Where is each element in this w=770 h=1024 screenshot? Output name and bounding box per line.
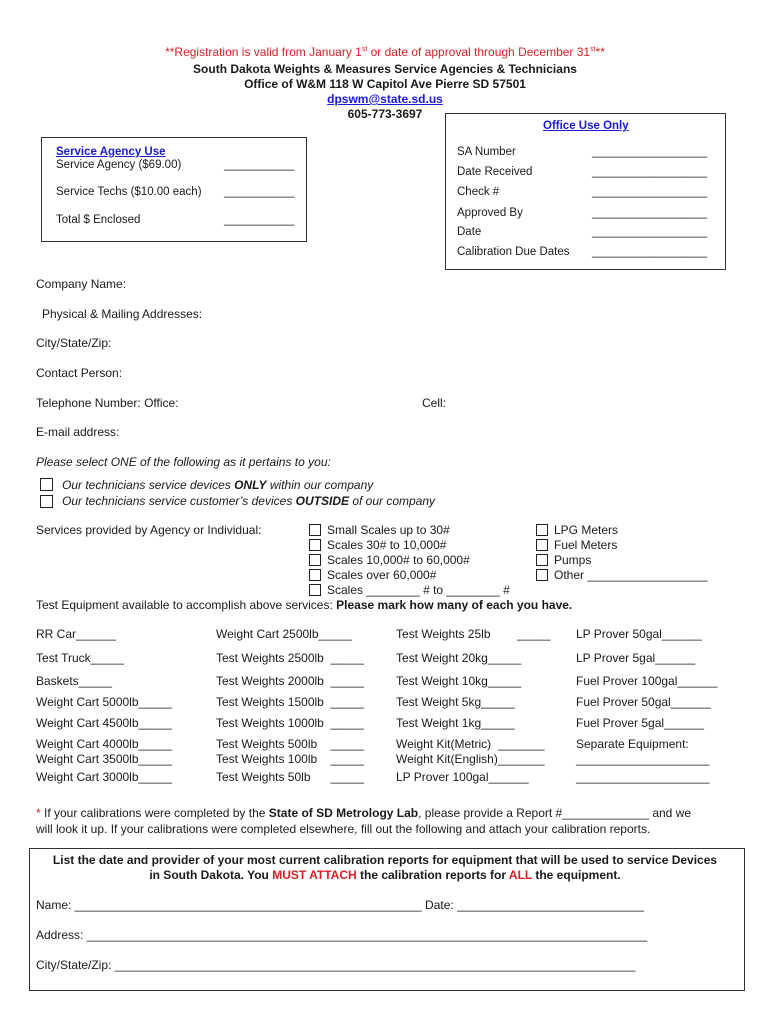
equipment-item[interactable]: Test Weights 1500lb _____ bbox=[216, 695, 364, 709]
scales-30-10000-label: Scales 30# to 10,000# bbox=[327, 538, 447, 552]
equipment-item[interactable]: Weight Cart 4500lb_____ bbox=[36, 716, 172, 730]
equipment-item[interactable]: Weight Cart 2500lb_____ bbox=[216, 627, 352, 641]
calibration-due-blank[interactable]: __________________ bbox=[592, 246, 708, 258]
select-prompt: Please select ONE of the following as it pertains to you: bbox=[36, 455, 331, 469]
equipment-item[interactable]: LP Prover 5gal______ bbox=[576, 651, 696, 665]
provider-address-field[interactable]: Address: ____________________________________________________________________________________ bbox=[36, 928, 648, 942]
outside-company-checkbox[interactable] bbox=[40, 495, 53, 508]
total-enclosed-label: Total $ Enclosed bbox=[56, 214, 141, 226]
check-number-label: Check # bbox=[457, 186, 500, 198]
date-received-blank[interactable]: __________________ bbox=[592, 166, 708, 178]
equipment-item[interactable]: Test Weight 20kg_____ bbox=[396, 651, 522, 665]
service-agency-fee-label: Service Agency ($69.00) bbox=[56, 159, 182, 171]
small-scales-checkbox[interactable] bbox=[309, 524, 321, 536]
required-asterisk: * bbox=[36, 806, 41, 820]
approved-by-blank[interactable]: __________________ bbox=[592, 207, 708, 219]
small-scales-label: Small Scales up to 30# bbox=[327, 523, 450, 537]
equipment-item[interactable]: Baskets_____ bbox=[36, 674, 113, 688]
equipment-item[interactable]: Fuel Prover 100gal______ bbox=[576, 674, 718, 688]
test-equipment-intro: Test Equipment available to accomplish above services: Please mark how many of each you have. bbox=[36, 598, 573, 612]
provider-name-date-field[interactable]: Name: ____________________________________________________ Date: ____________________________ bbox=[36, 898, 644, 912]
scales-over-60000-label: Scales over 60,000# bbox=[327, 568, 437, 582]
calibration-due-label: Calibration Due Dates bbox=[457, 246, 570, 258]
equipment-item[interactable]: Weight Kit(Metric) _______ bbox=[396, 737, 545, 751]
within-company-label: Our technicians service devices ONLY within our company bbox=[62, 478, 374, 492]
email-address-label[interactable]: E-mail address: bbox=[36, 425, 120, 439]
other-checkbox[interactable] bbox=[536, 569, 548, 581]
scales-10000-60000-checkbox[interactable] bbox=[309, 554, 321, 566]
office-use-heading: Office Use Only bbox=[543, 120, 629, 132]
equipment-item[interactable]: Fuel Prover 50gal______ bbox=[576, 695, 711, 709]
scales-custom-checkbox[interactable] bbox=[309, 584, 321, 596]
equipment-item[interactable]: Test Weights 100lb _____ bbox=[216, 752, 364, 766]
equipment-item[interactable]: LP Prover 100gal______ bbox=[396, 770, 529, 784]
other-label: Other __________________ bbox=[554, 568, 708, 582]
equipment-item[interactable]: Fuel Prover 5gal______ bbox=[576, 716, 705, 730]
within-company-checkbox[interactable] bbox=[40, 478, 53, 491]
date-received-label: Date Received bbox=[457, 166, 533, 178]
equipment-item[interactable]: Test Weight 5kg_____ bbox=[396, 695, 515, 709]
pumps-label: Pumps bbox=[554, 553, 592, 567]
service-techs-blank[interactable]: ___________ bbox=[224, 186, 295, 198]
equipment-item[interactable]: Test Weights 25lb _____ bbox=[396, 627, 551, 641]
equipment-item[interactable]: Test Weight 1kg_____ bbox=[396, 716, 515, 730]
equipment-item[interactable]: Separate Equipment: bbox=[576, 737, 689, 751]
equipment-item[interactable]: Test Weights 1000lb _____ bbox=[216, 716, 364, 730]
office-date-label: Date bbox=[457, 226, 482, 238]
lpg-meters-label: LPG Meters bbox=[554, 523, 619, 537]
lpg-meters-checkbox[interactable] bbox=[536, 524, 548, 536]
equipment-item[interactable]: Test Weights 2500lb _____ bbox=[216, 651, 364, 665]
equipment-item[interactable]: ____________________ bbox=[576, 752, 710, 766]
company-name-label[interactable]: Company Name: bbox=[36, 277, 127, 291]
office-date-blank[interactable]: __________________ bbox=[592, 226, 708, 238]
calibration-reports-instruction-1: List the date and provider of your most current calibration reports for equipment that will be used to service Devices bbox=[52, 853, 718, 867]
equipment-item[interactable]: LP Prover 50gal______ bbox=[576, 627, 702, 641]
equipment-item[interactable]: Test Truck_____ bbox=[36, 651, 125, 665]
outside-company-label: Our technicians service customer’s devices OUTSIDE of our company bbox=[62, 494, 436, 508]
equipment-item[interactable]: Test Weights 2000lb _____ bbox=[216, 674, 364, 688]
calibration-note-line2: will look it up. If your calibrations were completed elsewhere, fill out the following and attach your calibration reports. bbox=[36, 822, 651, 836]
fuel-meters-label: Fuel Meters bbox=[554, 538, 618, 552]
equipment-item[interactable]: Weight Cart 4000lb_____ bbox=[36, 737, 172, 751]
contact-person-label[interactable]: Contact Person: bbox=[36, 366, 123, 380]
cell-phone-label[interactable]: Cell: bbox=[422, 396, 447, 410]
equipment-item[interactable]: ____________________ bbox=[576, 770, 710, 784]
city-state-zip-label[interactable]: City/State/Zip: bbox=[36, 336, 112, 350]
equipment-item[interactable]: Test Weight 10kg_____ bbox=[396, 674, 522, 688]
pumps-checkbox[interactable] bbox=[536, 554, 548, 566]
scales-custom-label: Scales ________ # to ________ # bbox=[327, 583, 510, 597]
page-title: South Dakota Weights & Measures Service Agencies & Technicians bbox=[193, 62, 577, 76]
calibration-note-line1: * If your calibrations were completed by the State of SD Metrology Lab, please provide a Report #_____________ and we bbox=[36, 806, 692, 820]
equipment-item[interactable]: RR Car______ bbox=[36, 627, 117, 641]
office-address: Office of W&M 118 W Capitol Ave Pierre SD 57501 bbox=[244, 77, 526, 91]
service-agency-heading: Service Agency Use bbox=[56, 146, 166, 158]
equipment-item[interactable]: Weight Cart 5000lb_____ bbox=[36, 695, 172, 709]
equipment-item[interactable]: Test Weights 50lb _____ bbox=[216, 770, 364, 784]
service-techs-label: Service Techs ($10.00 each) bbox=[56, 186, 202, 198]
service-agency-fee-blank[interactable]: ___________ bbox=[224, 159, 295, 171]
calibration-reports-instruction-2: in South Dakota. You MUST ATTACH the calibration reports for ALL the equipment. bbox=[149, 868, 621, 882]
sa-number-blank[interactable]: __________________ bbox=[592, 146, 708, 158]
total-enclosed-blank[interactable]: ___________ bbox=[224, 214, 295, 226]
equipment-item[interactable]: Weight Kit(English)_______ bbox=[396, 752, 545, 766]
phone-number: 605-773-3697 bbox=[347, 107, 423, 121]
approved-by-label: Approved By bbox=[457, 207, 523, 219]
check-number-blank[interactable]: __________________ bbox=[592, 186, 708, 198]
scales-10000-60000-label: Scales 10,000# to 60,000# bbox=[327, 553, 470, 567]
scales-over-60000-checkbox[interactable] bbox=[309, 569, 321, 581]
equipment-item[interactable]: Weight Cart 3000lb_____ bbox=[36, 770, 172, 784]
fuel-meters-checkbox[interactable] bbox=[536, 539, 548, 551]
registration-note: **Registration is valid from January 1st or date of approval through December 31st** bbox=[165, 45, 605, 59]
sa-number-label: SA Number bbox=[457, 146, 516, 158]
email-row bbox=[0, 92, 770, 106]
address-label[interactable]: Physical & Mailing Addresses: bbox=[42, 307, 203, 321]
equipment-item[interactable]: Test Weights 500lb _____ bbox=[216, 737, 364, 751]
scales-30-10000-checkbox[interactable] bbox=[309, 539, 321, 551]
email-link[interactable]: dpswm@state.sd.us bbox=[327, 92, 443, 106]
services-label: Services provided by Agency or Individual: bbox=[36, 523, 262, 537]
provider-city-field[interactable]: City/State/Zip: ______________________________________________________________________________ bbox=[36, 958, 636, 972]
office-phone-label[interactable]: Telephone Number: Office: bbox=[36, 396, 179, 410]
equipment-item[interactable]: Weight Cart 3500lb_____ bbox=[36, 752, 172, 766]
